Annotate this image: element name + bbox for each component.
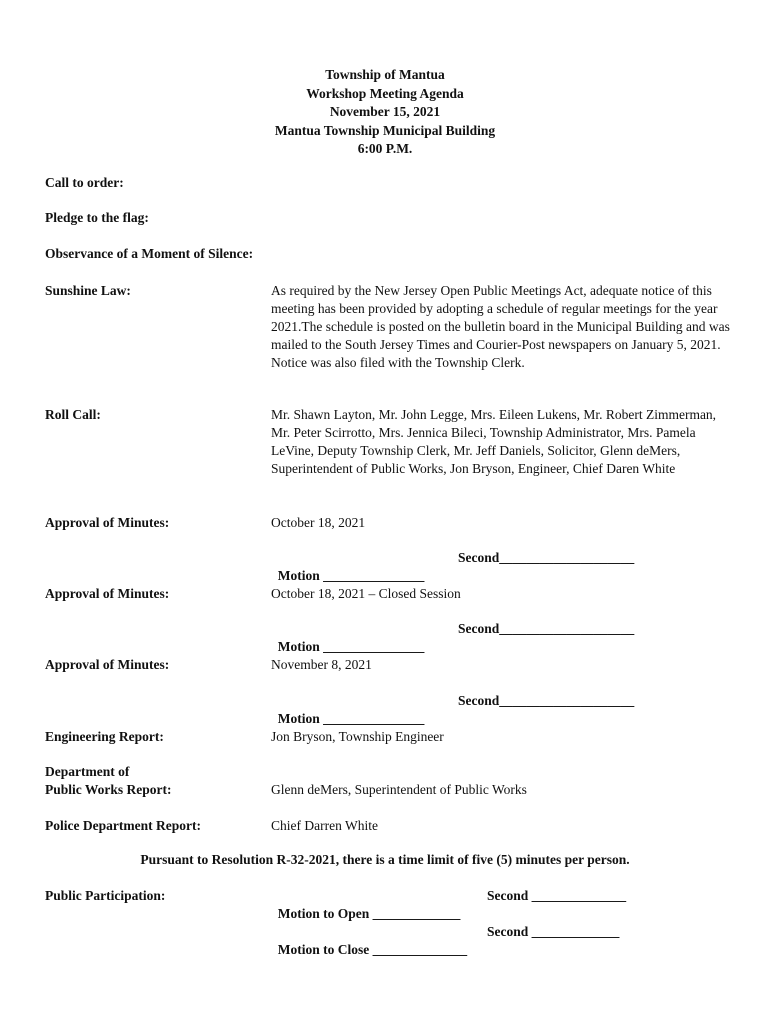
motion-to-open-blank: Motion to Open _____________ <box>277 906 461 921</box>
public-works-label-line2: Public Works Report: <box>45 782 172 797</box>
public-works-label-line1: Department of <box>45 764 130 779</box>
moment-of-silence-label: Observance of a Moment of Silence: <box>45 246 254 261</box>
minutes-label-2: Approval of Minutes: <box>45 586 170 601</box>
police-report-text: Chief Darren White <box>271 818 378 833</box>
motion-blank: Motion _______________ <box>277 711 425 726</box>
sunshine-law-text: As required by the New Jersey Open Public Meetings Act, adequate notice of this meeting has been provided by adopting a schedule of regular meetings for the year 2021.The schedule is posted on the bulletin board in the Municipal Building and was mailed to the South Jersey Times and Courier-Post newspapers on January 5, 2021. Notice was also filed with the Township Clerk. <box>271 283 730 370</box>
engineering-report-label: Engineering Report: <box>45 729 164 744</box>
township-name: Township of Mantua <box>325 67 445 82</box>
minutes-label-3: Approval of Minutes: <box>45 657 170 672</box>
meeting-date: November 15, 2021 <box>329 104 441 119</box>
motion-blank: Motion _______________ <box>277 568 425 583</box>
pledge-label: Pledge to the flag: <box>45 210 149 225</box>
meeting-location: Mantua Township Municipal Building <box>274 122 496 138</box>
minutes-date-2: October 18, 2021 – Closed Session <box>271 586 461 601</box>
public-participation-label: Public Participation: <box>45 888 166 903</box>
motion-to-close-line <box>271 923 620 977</box>
roll-call-text: Mr. Shawn Layton, Mr. John Legge, Mrs. Eileen Lukens, Mr. Robert Zimmerman, Mr. Peter Scirrotto, Mrs. Jennica Bileci, Township Administrator, Mrs. Pamela LeVine, Deputy Township Clerk, Mr. Jeff Daniels, Solicitor, Glenn deMers, Superintendent of Public Works, Jon Bryson, Engineer, Chief Daren White <box>271 407 717 476</box>
close-second-blank: Second _____________ <box>487 924 620 939</box>
time-limit-notice: Pursuant to Resolution R-32-2021, there is a time limit of five (5) minutes per person. <box>140 852 630 867</box>
open-second-blank: Second ______________ <box>487 888 627 903</box>
second-blank: Second____________________ <box>458 621 635 636</box>
motion-to-close-blank: Motion to Close ______________ <box>277 942 468 957</box>
sunshine-law-label: Sunshine Law: <box>45 283 131 298</box>
second-blank: Second____________________ <box>458 693 635 708</box>
engineering-report-text: Jon Bryson, Township Engineer <box>271 729 444 744</box>
minutes-date-3: November 8, 2021 <box>271 657 372 672</box>
call-to-order-label: Call to order: <box>45 175 124 190</box>
police-report-label: Police Department Report: <box>45 818 201 833</box>
public-works-label <box>45 763 172 799</box>
motion-blank: Motion _______________ <box>277 639 425 654</box>
roll-call-label: Roll Call: <box>45 407 101 422</box>
agenda-title: Workshop Meeting Agenda <box>306 85 464 101</box>
agenda-header <box>0 66 770 159</box>
minutes-date-1: October 18, 2021 <box>271 515 366 530</box>
meeting-time: 6:00 P.M. <box>357 141 413 156</box>
second-blank: Second____________________ <box>458 550 635 565</box>
minutes-label-1: Approval of Minutes: <box>45 515 170 530</box>
public-works-text: Glenn deMers, Superintendent of Public Works <box>271 782 527 797</box>
